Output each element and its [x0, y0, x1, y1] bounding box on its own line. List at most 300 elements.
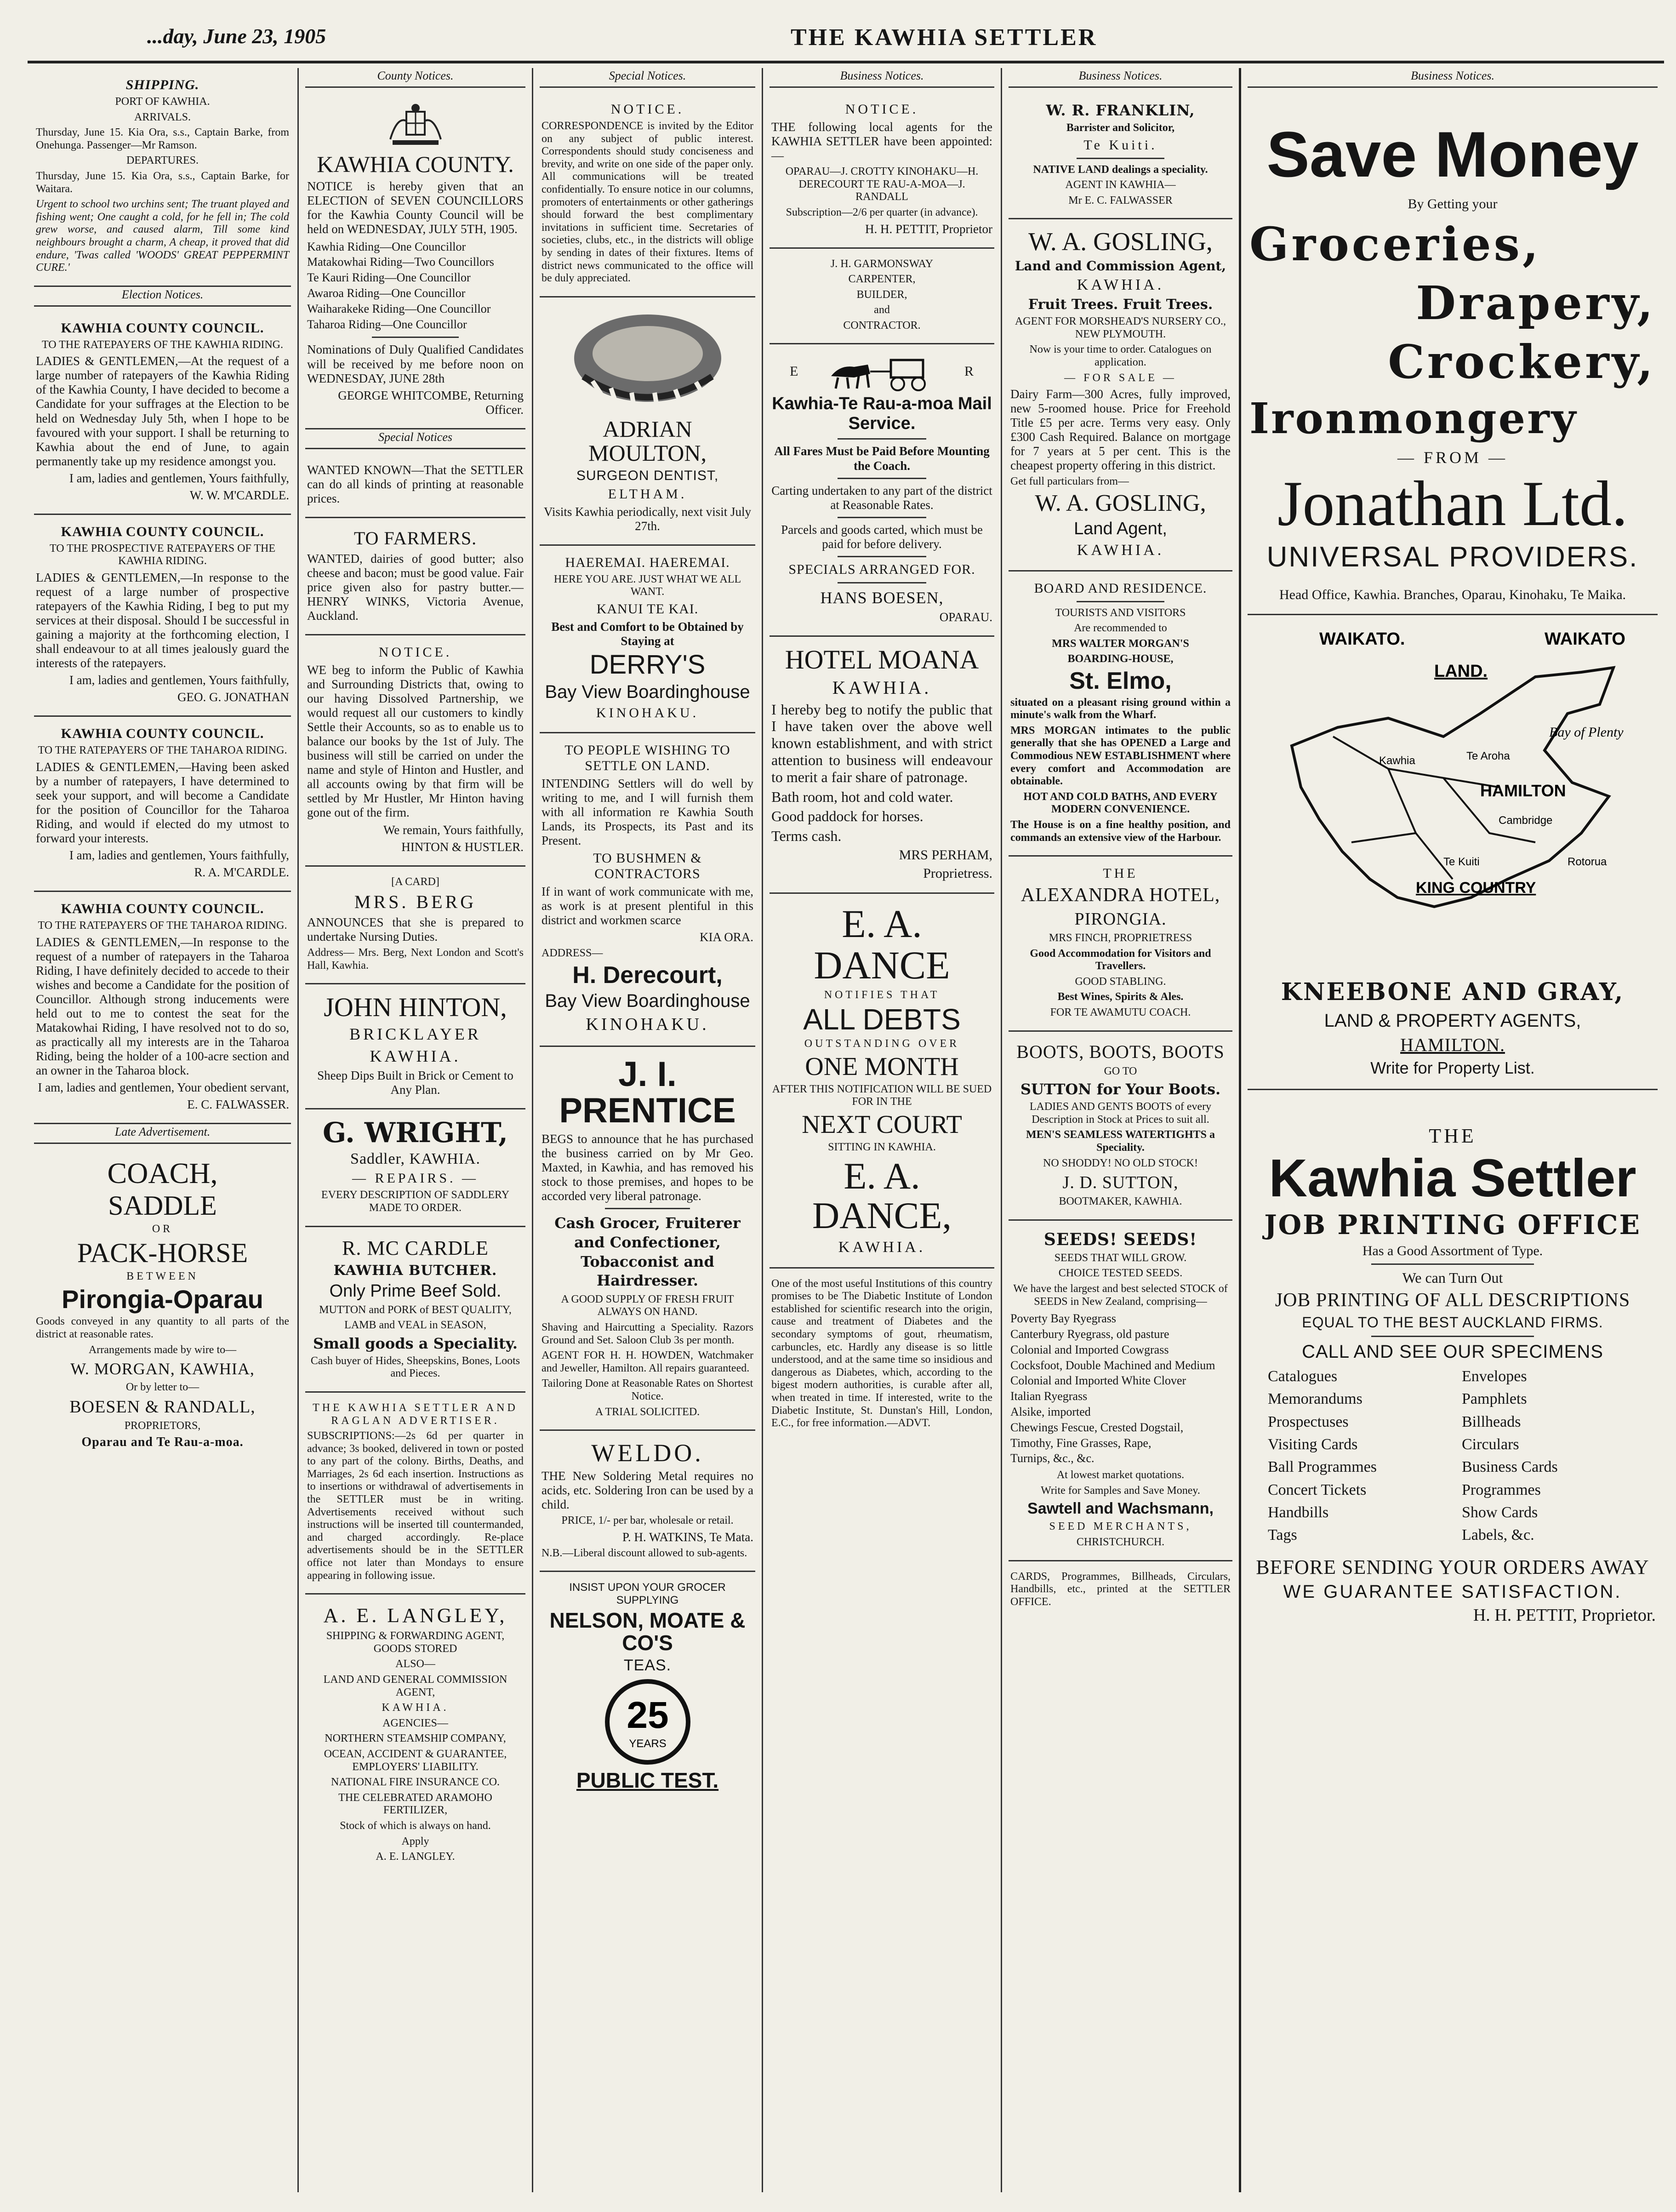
- proprietors-label: PROPRIETORS,: [124, 1419, 201, 1432]
- specimen-item: Pamphlets: [1462, 1390, 1527, 1408]
- card-label: [A CARD]: [391, 875, 439, 888]
- derecourt-name: H. Derecourt,: [572, 961, 723, 989]
- divider: [838, 517, 926, 518]
- carpenter-ad: [770, 249, 994, 345]
- wines: Best Wines, Spirits & Ales.: [1057, 991, 1184, 1003]
- hinton-place: KAWHIA.: [370, 1047, 461, 1066]
- seed-item: Cocksfoot, Double Machined and Medium: [1010, 1358, 1215, 1372]
- diabetes-body: One of the most useful Institutions of this country promises to be The Diabetic Institute of London established for scientific research into the origin, cause and treatment of Diabetes and the secondary symptoms of gout, rheumatism, carbuncles, etc. Hardly any disease is so little understood, and at the same time so insidious and dangerous as Diabetes, which, according to the bigest modern authorities, is curable after all, when treated in time. If interested, write to the Diabetic Institute, St. Dunstan's Hill, London, E.C., for free information.—ADVT.: [771, 1277, 992, 1429]
- go-to: GO TO: [1104, 1065, 1137, 1077]
- accommodation: Good Accommodation for Visitors and Travellers.: [1030, 947, 1211, 972]
- map-label-te-aroha: Te Aroha: [1466, 750, 1510, 762]
- specimen-item: Memorandums: [1268, 1390, 1362, 1408]
- franklin-ad: [1009, 92, 1232, 219]
- election-notice-jonathan: [34, 515, 291, 717]
- divider: [372, 337, 458, 338]
- hides-buyer: Cash buyer of Hides, Sheepskins, Bones, Loots and Pieces.: [310, 1355, 520, 1380]
- settler-terms-body: SUBSCRIPTIONS:—2s 6d per quarter in advance; 3s booked, delivered in town or posted to any part of the colony. Births, Deaths, and Marriages, 2s 6d each insertion. Instructions as to insertions or withdrawal of advertisements in the SETTLER must be in writing. Advertisements received without such instructions will be inserted till countermanded, and charged accordingly. Re-place advertisements should be in the SETTLER office not later than Mondays to ensure appearing in following issue.: [307, 1430, 524, 1582]
- lamb-veal: LAMB and VEAL in SEASON,: [344, 1319, 486, 1332]
- ladies-gents: LADIES AND GENTS BOOTS of every Description in Stock at Prices to suit all.: [1029, 1101, 1212, 1126]
- langley-signature: A. E. LANGLEY.: [376, 1851, 455, 1863]
- cards-body: CARDS, Programmes, Billheads, Circulars, Handbills, etc., printed at the SETTLER OFFICE.: [1010, 1570, 1231, 1608]
- boesen-place: OPARAU.: [939, 610, 992, 624]
- contractor-label: CONTRACTOR.: [843, 319, 921, 332]
- write-samples: Write for Samples and Save Money.: [1041, 1484, 1200, 1497]
- wright-name: G. WRIGHT,: [322, 1117, 508, 1149]
- notice-addressee: TO THE RATEPAYERS OF THE TAHAROA RIDING.: [38, 920, 287, 932]
- prime-beef: Only Prime Beef Sold.: [329, 1281, 502, 1301]
- berg-body: ANNOUNCES that she is prepared to undertake Nursing Duties.: [307, 915, 524, 944]
- bushmen-title: TO BUSHMEN & CONTRACTORS: [593, 851, 702, 882]
- coat-of-arms-icon: [381, 103, 450, 149]
- notifies-that: NOTIFIES THAT: [824, 989, 940, 1001]
- arrival-entry: Thursday, June 15. Kia Ora, s.s., Captain Barke, from Onehunga. Passenger—Mr Ramson.: [36, 126, 289, 151]
- business-notices-heading: Business Notices.: [770, 68, 994, 88]
- divider: [605, 1208, 690, 1209]
- pack-horse-line: PACK-HORSE: [77, 1237, 248, 1268]
- hinton-body: Sheep Dips Built in Brick or Cement to Any Plan.: [317, 1069, 513, 1097]
- route-name: Pirongia-Oparau: [62, 1284, 263, 1314]
- ironmongery: Ironmongery: [1249, 393, 1578, 443]
- specimen-item: Show Cards: [1462, 1503, 1538, 1521]
- apply-label: Apply: [401, 1835, 429, 1847]
- turn-out: We can Turn Out: [1402, 1269, 1503, 1286]
- hotel-moana-ad: [770, 637, 994, 894]
- hotel-name: HOTEL MOANA: [785, 644, 979, 674]
- sawtell-name: Sawtell and Wachsmann,: [1027, 1500, 1214, 1518]
- before-sending: BEFORE SENDING YOUR ORDERS AWAY: [1256, 1556, 1649, 1579]
- mail-service-ad: [770, 344, 994, 636]
- notice-body: LADIES & GENTLEMEN,—In response to the request of a large number of prospective ratepayers of the Kawhia Riding, I beg to put my services at their disposal. Should I be successful in gaining a majority at the forthcoming election, I shall endeavour to at all times jealously guard the interests of the ratepayers.: [36, 570, 289, 670]
- st-elmo-name: St. Elmo,: [1069, 667, 1172, 694]
- kneebone-name: KNEEBONE AND GRAY,: [1281, 978, 1625, 1006]
- butcher-trade: KAWHIA BUTCHER.: [333, 1262, 497, 1279]
- derrys-name: DERRY'S: [589, 650, 706, 680]
- column-6: [1241, 68, 1664, 2192]
- riding-item: Waiharakeke Riding—One Councillor: [307, 302, 491, 315]
- special-notices-heading: Special Notices: [305, 429, 525, 449]
- agency-item: THE CELEBRATED ARAMOHO FERTILIZER,: [338, 1791, 492, 1817]
- settle-body: INTENDING Settlers will do well by writing to me, and I will furnish them with all information re Kawhia South Lands, its Prospects, its Past and its Present.: [542, 776, 753, 848]
- weldo-name: WELDO.: [591, 1439, 704, 1467]
- agent-label: AGENT IN KAWHIA—: [1065, 179, 1176, 191]
- weldo-price: PRICE, 1/- per bar, wholesale or retail.: [561, 1514, 734, 1526]
- hamilton-place: HAMILTON.: [1400, 1035, 1505, 1055]
- notice-addressee: TO THE RATEPAYERS OF THE KAWHIA RIDING.: [41, 338, 283, 351]
- partnership-notice: [305, 635, 525, 867]
- pirongia-place: PIRONGIA.: [1074, 909, 1167, 929]
- specimen-item: Envelopes: [1462, 1368, 1527, 1385]
- prentice-name: J. I. PRENTICE: [559, 1054, 736, 1131]
- dance-name: E. A. DANCE: [814, 902, 950, 988]
- business-notices-heading: Business Notices.: [1248, 68, 1658, 88]
- the-label: THE: [1103, 866, 1138, 881]
- specimen-item: Visiting Cards: [1268, 1435, 1358, 1453]
- riding-item: Awaroa Riding—One Councillor: [307, 286, 466, 300]
- settler-terms: [305, 1393, 525, 1595]
- land-property-agents: LAND & PROPERTY AGENTS,: [1324, 1011, 1581, 1031]
- late-advertisement-heading: Late Advertisement.: [34, 1124, 291, 1144]
- seed-item: Canterbury Ryegrass, old pasture: [1010, 1327, 1169, 1341]
- howden-agent: AGENT FOR H. H. HOWDEN, Watchmaker and Jeweller, Hamilton. All repairs guaranteed.: [542, 1349, 753, 1374]
- bay-view-name: Bay View Boardinghouse: [545, 681, 750, 702]
- banner-letter-e: E: [790, 364, 799, 379]
- dance-name-2: E. A. DANCE,: [812, 1155, 952, 1237]
- seeds-title: SEEDS! SEEDS!: [1043, 1229, 1197, 1249]
- specimen-item: Ball Programmes: [1268, 1458, 1377, 1476]
- election-notice-falwasser: [34, 892, 291, 1124]
- specimen-item: Catalogues: [1268, 1368, 1338, 1385]
- langley-place: KAWHIA.: [382, 1702, 449, 1714]
- the-label: THE: [1429, 1125, 1476, 1147]
- get-particulars: Get full particulars from—: [1010, 475, 1129, 488]
- divider: [838, 582, 926, 583]
- boardinghouse-ad: [540, 546, 755, 733]
- choice-seeds: CHOICE TESTED SEEDS.: [1058, 1267, 1183, 1280]
- arrivals-heading: ARRIVALS.: [134, 111, 191, 123]
- dental-plate-icon: [565, 308, 730, 413]
- badge-number: 25: [626, 1694, 669, 1736]
- proprietor-location: Oparau and Te Rau-a-moa.: [81, 1435, 244, 1450]
- finch-proprietress: MRS FINCH, PROPRIETRESS: [1049, 932, 1192, 944]
- house-position: The House is on a fine healthy position, and commands an extensive view of the Harbour.: [1010, 818, 1231, 844]
- langley-ad: [305, 1595, 525, 1875]
- stabling: GOOD STABLING.: [1075, 975, 1166, 988]
- election-notice-body: NOTICE is hereby given that an ELECTION of SEVEN COUNCILLORS for the Kawhia County Council will be held on WEDNESDAY, JULY 5TH, 1905.: [307, 179, 524, 236]
- agencies-label: AGENCIES—: [382, 1717, 448, 1729]
- kia-ora: KIA ORA.: [699, 930, 753, 944]
- branches: Head Office, Kawhia. Branches, Oparau, Kinohaku, Te Maika.: [1279, 587, 1626, 602]
- divider: [1371, 1336, 1534, 1337]
- anniversary-badge-icon: [604, 1678, 691, 1766]
- seed-list: [1010, 1311, 1231, 1466]
- notice-addressee: TO THE RATEPAYERS OF THE TAHAROA RIDING.: [38, 744, 287, 757]
- departures-heading: DEPARTURES.: [126, 154, 199, 167]
- morgan-name: MRS WALTER MORGAN'S: [1052, 637, 1189, 650]
- moulton-place: ELTHAM.: [608, 486, 687, 502]
- tailoring-notice: Tailoring Done at Reasonable Rates on Shortest Notice.: [542, 1377, 753, 1402]
- horse-coach-icon: [827, 351, 937, 392]
- map-label-kawhia: Kawhia: [1379, 754, 1415, 767]
- notice-body: LADIES & GENTLEMEN,—At the request of a large number of ratepayers of the Kawhia Riding of the Kawhia County, I have decided to become a Candidate for your suffrages at the Election to be held on Wednesday July 5th, when I hope to be favoured with your support. I shall be returning to Kawhia about the end of June, to again permanently take up my residence amongst you.: [36, 354, 289, 468]
- map-label-waikato-2: WAIKATO: [1545, 629, 1625, 649]
- discount-note: N.B.—Liberal discount allowed to sub-agents.: [542, 1547, 747, 1559]
- ridings-list: [307, 239, 524, 332]
- saddle-line: SADDLE: [108, 1190, 217, 1221]
- mail-service-title: Kawhia-Te Rau-a-moa Mail Service.: [772, 394, 992, 434]
- bushmen-body: If in want of work communicate with me, as work is at present plentiful in this district and workmen scarce: [542, 885, 753, 927]
- hinton-trade: BRICKLAYER: [349, 1025, 481, 1044]
- notice-title: KAWHIA COUNTY COUNCIL.: [61, 320, 264, 336]
- prentice-body: BEGS to announce that he has purchased the business carried on by Mr Geo. Maxted, in Kawhia, and has removed his stock to those premises, and hopes to be accorded very liberal patronage.: [542, 1132, 753, 1203]
- job-printing-office: JOB PRINTING OFFICE: [1264, 1209, 1641, 1240]
- notice-title: NOTICE.: [378, 644, 452, 660]
- address-label: ADDRESS—: [542, 947, 603, 960]
- farmers-notice: [305, 518, 525, 635]
- proprietor-names: BOESEN & RANDALL,: [69, 1397, 256, 1417]
- property-list: Write for Property List.: [1370, 1058, 1535, 1077]
- printing-wanted-notice: [305, 454, 525, 518]
- specimen-item: Business Cards: [1462, 1458, 1558, 1476]
- all-debts: ALL DEBTS: [803, 1003, 961, 1036]
- seed-item: Alsike, imported: [1010, 1405, 1091, 1418]
- returning-officer: GEORGE WHITCOMBE, Returning Officer.: [338, 388, 524, 417]
- specimen-item: Billheads: [1462, 1413, 1521, 1430]
- saddler-ad: [305, 1109, 525, 1227]
- county-notices-heading: County Notices.: [305, 68, 525, 88]
- equal-auckland: EQUAL TO THE BEST AUCKLAND FIRMS.: [1302, 1314, 1603, 1331]
- riding-item: Taharoa Riding—One Councillor: [307, 317, 467, 331]
- repairs-label: — REPAIRS. —: [352, 1171, 479, 1186]
- one-month: ONE MONTH: [805, 1052, 959, 1081]
- notice-signature: E. C. FALWASSER.: [187, 1097, 289, 1112]
- watkins-sign: P. H. WATKINS, Te Mata.: [622, 1530, 753, 1544]
- business-notices-heading: Business Notices.: [1009, 68, 1232, 88]
- kanui-te-kai: KANUI TE KAI.: [596, 601, 699, 617]
- peppermint-cure-poem: Urgent to school two urchins sent; The truant played and fishing went; One caught a cold, for he fell in; The cold grew worse, and caused alarm, Till some kind neighbours brought a charm, A cheap, it proved that did endure, 'Twas called 'WOODS' GREAT PEPPERMINT CURE.': [36, 198, 289, 274]
- no-shoddy: NO SHODDY! NO OLD STOCK!: [1043, 1157, 1198, 1169]
- dairy-farm-listing: Dairy Farm—300 Acres, fully improved, new 5-roomed house. Price for Freehold Title £5 per acre. Terms very easy. Only £300 Cash Required. Balance on mortgage for 7 years at 5 per cent. This is the cheapest property offering in this district.: [1010, 387, 1231, 473]
- notice-signature: GEO. G. JONATHAN: [177, 690, 289, 704]
- insist-line: INSIST UPON YOUR GROCER SUPPLYING: [569, 1581, 726, 1606]
- debts-notice: [770, 894, 994, 1269]
- sitting-in-kawhia: SITTING IN KAWHIA.: [828, 1141, 936, 1153]
- universal-providers: UNIVERSAL PROVIDERS.: [1266, 541, 1639, 573]
- builder-label: BUILDER,: [856, 288, 907, 301]
- franklin-trade: Barrister and Solicitor,: [1066, 122, 1175, 134]
- morshead-agent: AGENT FOR MORSHEAD'S NURSERY CO., NEW PLYMOUTH.: [1015, 315, 1226, 340]
- saddlery-desc: EVERY DESCRIPTION OF SADDLERY MADE TO ORDER.: [321, 1189, 510, 1214]
- weldo-ad: [540, 1431, 755, 1572]
- column-5: [1002, 68, 1241, 2192]
- moulton-name: ADRIAN MOULTON,: [588, 416, 707, 466]
- farmers-body: WANTED, dairies of good butter; also cheese and bacon; must be good value. Fair price given also for pastry butter.—HENRY WINKS, Victoria Avenue, Auckland.: [307, 551, 524, 623]
- seed-item: Colonial and Imported Cowgrass: [1010, 1343, 1169, 1356]
- notice-title: NOTICE.: [845, 102, 919, 117]
- jd-sutton-name: J. D. SUTTON,: [1062, 1173, 1179, 1193]
- divider: [838, 556, 926, 557]
- shipping-section: [34, 68, 291, 287]
- crockery: Crockery,: [1388, 334, 1656, 389]
- mutton-pork: MUTTON and PORK of BEST QUALITY,: [319, 1303, 512, 1316]
- langley-name: A. E. LANGLEY,: [323, 1604, 507, 1627]
- bricklayer-ad: [305, 984, 525, 1109]
- cards-printing-notice: [1009, 1561, 1232, 1620]
- seed-item: Turnips, &c., &c.: [1010, 1452, 1095, 1465]
- divider: [1077, 601, 1165, 602]
- correspondence-notice: [540, 92, 755, 297]
- nelson-moate-name: NELSON, MOATE & CO'S: [549, 1608, 746, 1655]
- dance-place: KAWHIA.: [838, 1238, 926, 1256]
- perham-name: MRS PERHAM,: [899, 847, 992, 863]
- agency-item: Stock of which is always on hand.: [340, 1819, 491, 1832]
- badge-years: YEARS: [628, 1737, 667, 1750]
- teas-label: TEAS.: [623, 1656, 672, 1674]
- specimen-item: Programmes: [1462, 1481, 1541, 1498]
- waikato-map: [1250, 622, 1655, 971]
- specimen-item: Circulars: [1462, 1435, 1519, 1453]
- map-label-king-country: KING COUNTRY: [1416, 879, 1536, 897]
- agent-name: Mr E. C. FALWASSER: [1068, 194, 1173, 206]
- franklin-place: Te Kuiti.: [1083, 137, 1157, 153]
- county-title: KAWHIA COUNTY.: [317, 151, 514, 177]
- notice-signature: W. W. M'CARDLE.: [189, 488, 289, 502]
- seed-item: Poverty Bay Ryegrass: [1010, 1312, 1117, 1326]
- nominations-notice: Nominations of Duly Qualified Candidates will be received by me before noon on WEDNESDAY, JUNE 28th: [307, 343, 524, 385]
- baths-line: HOT AND COLD BATHS, AND EVERY MODERN CONVENIENCE.: [1023, 790, 1218, 816]
- gosling-place-2: KAWHIA.: [1077, 541, 1164, 559]
- mccardle-name: R. MC CARDLE: [342, 1236, 489, 1259]
- seeds-ad: [1009, 1221, 1232, 1561]
- order-now: Now is your time to order. Catalogues on application.: [1029, 343, 1212, 368]
- notice-title: NOTICE.: [610, 102, 684, 117]
- agents-list: OPARAU—J. CROTTY KINOHAKU—H. DERECOURT TE RAU-A-MOA—J. RANDALL: [785, 166, 979, 203]
- election-notice-ra-mcardle: [34, 717, 291, 892]
- notice-addressee: TO THE PROSPECTIVE RATEPAYERS OF THE KAWHIA RIDING.: [50, 542, 275, 567]
- hotel-body: I hereby beg to notify the public that I have taken over the above well known establishment, and with strict attention to business will endeavour to merit a fair share of patronage.: [771, 701, 992, 785]
- butcher-ad: [305, 1227, 525, 1393]
- specimen-item: Concert Tickets: [1268, 1481, 1367, 1498]
- specials-notice: SPECIALS ARRANGED FOR.: [788, 561, 975, 577]
- port-name: PORT OF KAWHIA.: [115, 96, 210, 108]
- wanted-known-body: WANTED KNOWN—That the SETTLER can do all kinds of printing at reasonable prices.: [307, 463, 524, 505]
- notice-body: LADIES & GENTLEMEN,—In response to the request of a number of ratepayers in the Taharoa Riding, I have definitely decided to accede to their wishes and become a Candidate for the position of Councillor. Although strong inducements were held out to me to contest the seat for the Matakowhai Riding, I have resolved not to do so, as practically all my interests are in the Taharoa Riding, being the holder of a 100-acre section and an owner in the Taharoa block.: [36, 935, 289, 1078]
- column-2: [299, 68, 533, 2192]
- job-printing-ad: [1248, 1090, 1658, 1636]
- carting-notice: Carting undertaken to any part of the district at Reasonable Rates.: [771, 483, 992, 512]
- langley-shipping: SHIPPING & FORWARDING AGENT, GOODS STORED: [326, 1630, 505, 1655]
- parcels-notice: Parcels and goods carted, which must be paid for before delivery.: [781, 522, 983, 551]
- settler-title: THE KAWHIA SETTLER AND RAGLAN ADVERTISER.: [313, 1401, 518, 1427]
- hinton-name: JOHN HINTON,: [324, 992, 507, 1023]
- drapery: Drapery,: [1416, 275, 1656, 330]
- situated-line: situated on a pleasant rising ground within a minute's walk from the Wharf.: [1010, 696, 1231, 721]
- from-label: — FROM —: [1397, 448, 1508, 467]
- native-land: NATIVE LAND dealings a speciality.: [1033, 163, 1208, 176]
- map-label-waikato: WAIKATO.: [1319, 629, 1405, 649]
- berg-address: Address— Mrs. Berg, Next London and Scott's Hall, Kawhia.: [307, 947, 524, 972]
- carpenter-label: CARPENTER,: [848, 273, 916, 286]
- issue-date: ...day, June 23, 1905: [147, 24, 326, 48]
- bath-room: Bath room, hot and cold water.: [771, 788, 953, 805]
- map-label-land: LAND.: [1434, 662, 1488, 681]
- boots-title: BOOTS, BOOTS, BOOTS: [1016, 1041, 1225, 1062]
- bootmaker-label: BOOTMAKER, KAWHIA.: [1059, 1195, 1182, 1208]
- fresh-fruit: A GOOD SUPPLY OF FRESH FRUIT ALWAYS ON HAND.: [561, 1293, 734, 1318]
- fruit-trees: Fruit Trees. Fruit Trees.: [1028, 297, 1213, 313]
- alexandra-hotel-ad: [1009, 857, 1232, 1032]
- berg-name: MRS. BERG: [354, 892, 477, 913]
- market-quotations: At lowest market quotations.: [1056, 1469, 1185, 1481]
- seed-item: Colonial and Imported White Clover: [1010, 1374, 1186, 1388]
- here-you-are: HERE YOU ARE. JUST WHAT WE ALL WANT.: [553, 573, 741, 598]
- kinohaku-place: KINOHAKU.: [586, 1014, 709, 1034]
- kawhia-settler-title: Kawhia Settler: [1269, 1148, 1636, 1208]
- haeremai: HAEREMAI. HAEREMAI.: [565, 554, 730, 570]
- wright-trade: Saddler, KAWHIA.: [350, 1150, 480, 1168]
- notice-closing: I am, ladies and gentlemen, Yours faithfully,: [69, 471, 289, 485]
- wire-contact: W. MORGAN, KAWHIA,: [70, 1360, 255, 1378]
- divider: [838, 478, 926, 479]
- notice-body: THE following local agents for the KAWHIA SETTLER have been appointed:—: [771, 120, 992, 163]
- call-and-see: CALL AND SEE OUR SPECIMENS: [1302, 1342, 1603, 1362]
- jonathan-ad: [1248, 92, 1658, 615]
- paper-title: THE KAWHIA SETTLER: [791, 24, 1098, 51]
- letter-line: Or by letter to—: [125, 1381, 200, 1394]
- after-notification: AFTER THIS NOTIFICATION WILL BE SUED FOR IN THE: [772, 1083, 992, 1108]
- save-money: Save Money: [1266, 118, 1639, 190]
- diabetic-institute-notice: [770, 1269, 994, 1441]
- nelson-moate-ad: [540, 1572, 755, 1802]
- proprietor-sign: H. H. PETTIT, Proprietor: [865, 222, 992, 236]
- best-comfort: Best and Comfort to be Obtained by Staying at: [551, 620, 744, 648]
- specimen-item: Prospectuses: [1268, 1413, 1349, 1430]
- intimates-line: MRS MORGAN intimates to the public generally that she has OPENED a Large and Commodious NEW ESTABLISHMENT where every comfort and Accommodation are obtainable.: [1010, 724, 1231, 788]
- notice-signature: HINTON & HUSTLER.: [401, 840, 524, 854]
- agency-item: NORTHERN STEAMSHIP COMPANY,: [325, 1732, 506, 1745]
- column-3: [533, 68, 763, 2192]
- langley-also: ALSO—: [395, 1658, 435, 1670]
- paddock: Good paddock for horses.: [771, 808, 924, 825]
- county-election-notice: [305, 92, 525, 429]
- gosling-ad: [1009, 219, 1232, 571]
- next-court: NEXT COURT: [802, 1110, 962, 1139]
- column-1: [28, 68, 299, 2192]
- seed-stock: We have the largest and best selected STOCK of SEEDS in New Zealand, comprising—: [1013, 1283, 1228, 1308]
- arrangements-line: Arrangements made by wire to—: [88, 1343, 237, 1356]
- farmers-title: TO FARMERS.: [353, 527, 477, 549]
- coach-line: COACH,: [107, 1157, 218, 1190]
- boarding-house: BOARDING-HOUSE,: [1067, 653, 1174, 665]
- kneebone-gray-ad: [1248, 615, 1658, 1090]
- seamless-line: MEN'S SEAMLESS WATERTIGHTS a Speciality.: [1026, 1129, 1215, 1154]
- and-label: and: [874, 304, 890, 316]
- special-notices-heading: Special Notices.: [540, 68, 755, 88]
- moulton-trade: SURGEON DENTIST,: [576, 468, 719, 483]
- job-printing-descriptions: JOB PRINTING OF ALL DESCRIPTIONS: [1275, 1290, 1630, 1311]
- riding-item: Matakowhai Riding—Two Councillors: [307, 255, 494, 269]
- gosling-place: KAWHIA.: [1077, 276, 1164, 294]
- st-elmo-ad: [1009, 572, 1232, 857]
- riding-item: Kawhia Riding—One Councillor: [307, 240, 466, 253]
- pettit-proprietor: H. H. PETTIT, Proprietor.: [1473, 1606, 1656, 1625]
- type-assortment: Has a Good Assortment of Type.: [1362, 1243, 1543, 1258]
- seeds-grow: SEEDS THAT WILL GROW.: [1054, 1252, 1187, 1264]
- or-line: OR: [152, 1223, 173, 1235]
- coach-line: FOR TE AWAMUTU COACH.: [1050, 1006, 1191, 1019]
- sutton-boots-ad: [1009, 1032, 1232, 1221]
- weldo-body: THE New Soldering Metal requires no acids, etc. Soldering Iron can be used by a child.: [542, 1469, 753, 1511]
- alexandra-name: ALEXANDRA HOTEL,: [1020, 885, 1220, 906]
- map-label-te-kuiti: Te Kuiti: [1443, 856, 1480, 868]
- notice-body: LADIES & GENTLEMEN,—Having been asked by a number of ratepayers, I have determined to seek your support, and will become a Candidate for the position of Councillor for the Taharoa Riding, and would if elected do my utmost to forward your interests.: [36, 760, 289, 846]
- guarantee-satisfaction: WE GUARANTEE SATISFACTION.: [1283, 1582, 1622, 1602]
- notice-closing: I am, ladies and gentlemen, Your obedient servant,: [38, 1080, 289, 1095]
- outstanding-over: OUTSTANDING OVER: [804, 1038, 960, 1050]
- terms: Terms cash.: [771, 828, 842, 845]
- boesen-name: HANS BOESEN,: [820, 588, 944, 607]
- jonathan-name: Jonathan Ltd.: [1277, 468, 1628, 539]
- seed-item: Chewings Fescue, Crested Dogstail,: [1010, 1420, 1184, 1434]
- notice-body: WE beg to inform the Public of Kawhia and Surrounding Districts that, owing to our having Dissolved Partnership, we would request all our customers to kindly Settle their Accounts, so as to enable us to balance our books by the 1st of July. The business will still be carried on under the name and style of Hinton and Hustler, and all accounts owing by that firm will be settled by Mr Hustler, Mr Hinton having gone out of the firm.: [307, 663, 524, 820]
- coach-service-ad: [34, 1149, 291, 1461]
- moulton-visit: Visits Kawhia periodically, next visit July 27th.: [543, 504, 752, 533]
- map-label-rotorua: Rotorua: [1568, 856, 1607, 868]
- public-test: PUBLIC TEST.: [576, 1768, 719, 1792]
- for-sale-label: — FOR SALE —: [1064, 372, 1177, 384]
- shaving-notice: Shaving and Haircutting a Speciality. Razors Ground and Set. Saloon Club 3s per month.: [542, 1321, 753, 1346]
- bay-view-name: Bay View Boardinghouse: [545, 990, 750, 1011]
